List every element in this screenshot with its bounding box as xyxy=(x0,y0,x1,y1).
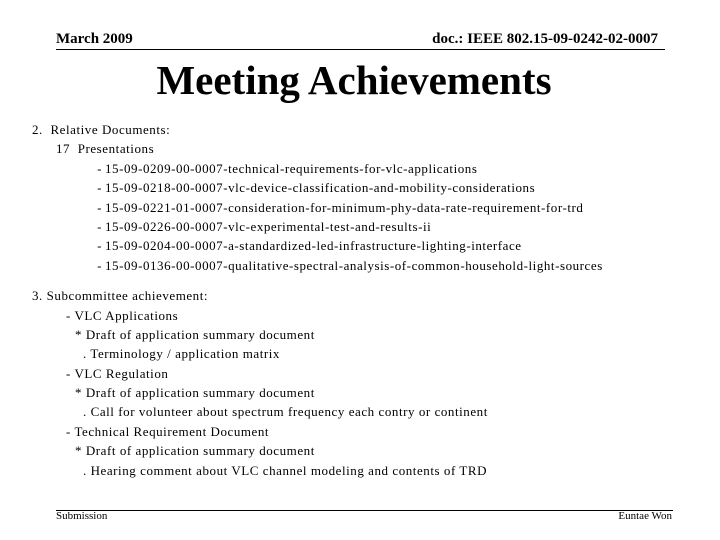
presentation-name: 15-09-0204-00-0007-a-standardized-led-infrastructure-lighting-interface xyxy=(105,238,522,254)
section2-heading: 2. Relative Documents: xyxy=(32,122,171,137)
presentation-item xyxy=(32,236,712,255)
bullet-dash: - xyxy=(97,160,102,176)
presentation-item xyxy=(32,217,712,236)
section3-heading: 3. Subcommittee achievement: xyxy=(32,288,209,304)
presentation-name: 15-09-0136-00-0007-qualitative-spectral-analysis-of-common-household-light-sources xyxy=(105,257,603,273)
header-date: March 2009 xyxy=(56,31,133,47)
bullet-dash: - xyxy=(97,218,102,234)
subcommittee-group: - Technical Requirement Document xyxy=(66,423,270,439)
subcommittee-item: * Draft of application summary document xyxy=(75,385,315,401)
footer-author: Euntae Won xyxy=(618,510,672,522)
presentation-name: 15-09-0209-00-0007-technical-requirements-for-vlc-applications xyxy=(105,160,478,176)
section2-subheading: 17 Presentations xyxy=(56,141,155,157)
slide-body xyxy=(32,120,712,480)
subcommittee-subitem: . Call for volunteer about spectrum frequency each contry or continent xyxy=(83,404,488,420)
presentation-item xyxy=(32,178,712,197)
subcommittee-group: - VLC Regulation xyxy=(66,365,169,381)
subcommittee-group: - VLC Applications xyxy=(66,307,179,323)
bullet-dash: - xyxy=(97,257,102,273)
presentation-item xyxy=(32,159,712,178)
header-divider xyxy=(56,49,665,50)
slide-title: Meeting Achievements xyxy=(156,57,552,103)
presentation-name: 15-09-0226-00-0007-vlc-experimental-test-and-results-ii xyxy=(105,218,432,234)
presentation-name: 15-09-0218-00-0007-vlc-device-classification-and-mobility-considerations xyxy=(105,180,536,196)
bullet-dash: - xyxy=(97,180,102,196)
presentation-name: 15-09-0221-01-0007-consideration-for-minimum-phy-data-rate-requirement-for-trd xyxy=(105,199,584,215)
bullet-dash: - xyxy=(97,199,102,215)
subcommittee-subitem: . Terminology / application matrix xyxy=(83,346,280,362)
bullet-dash: - xyxy=(97,238,102,254)
subcommittee-item: * Draft of application summary document xyxy=(75,326,315,342)
presentation-item xyxy=(32,256,712,275)
subcommittee-subitem: . Hearing comment about VLC channel modeling and contents of TRD xyxy=(83,462,488,478)
subcommittee-item: * Draft of application summary document xyxy=(75,443,315,459)
presentation-item xyxy=(32,198,712,217)
footer-submission: Submission xyxy=(56,510,108,522)
header-doc-id: doc.: IEEE 802.15-09-0242-02-0007 xyxy=(432,31,658,47)
footer-divider xyxy=(56,510,673,511)
